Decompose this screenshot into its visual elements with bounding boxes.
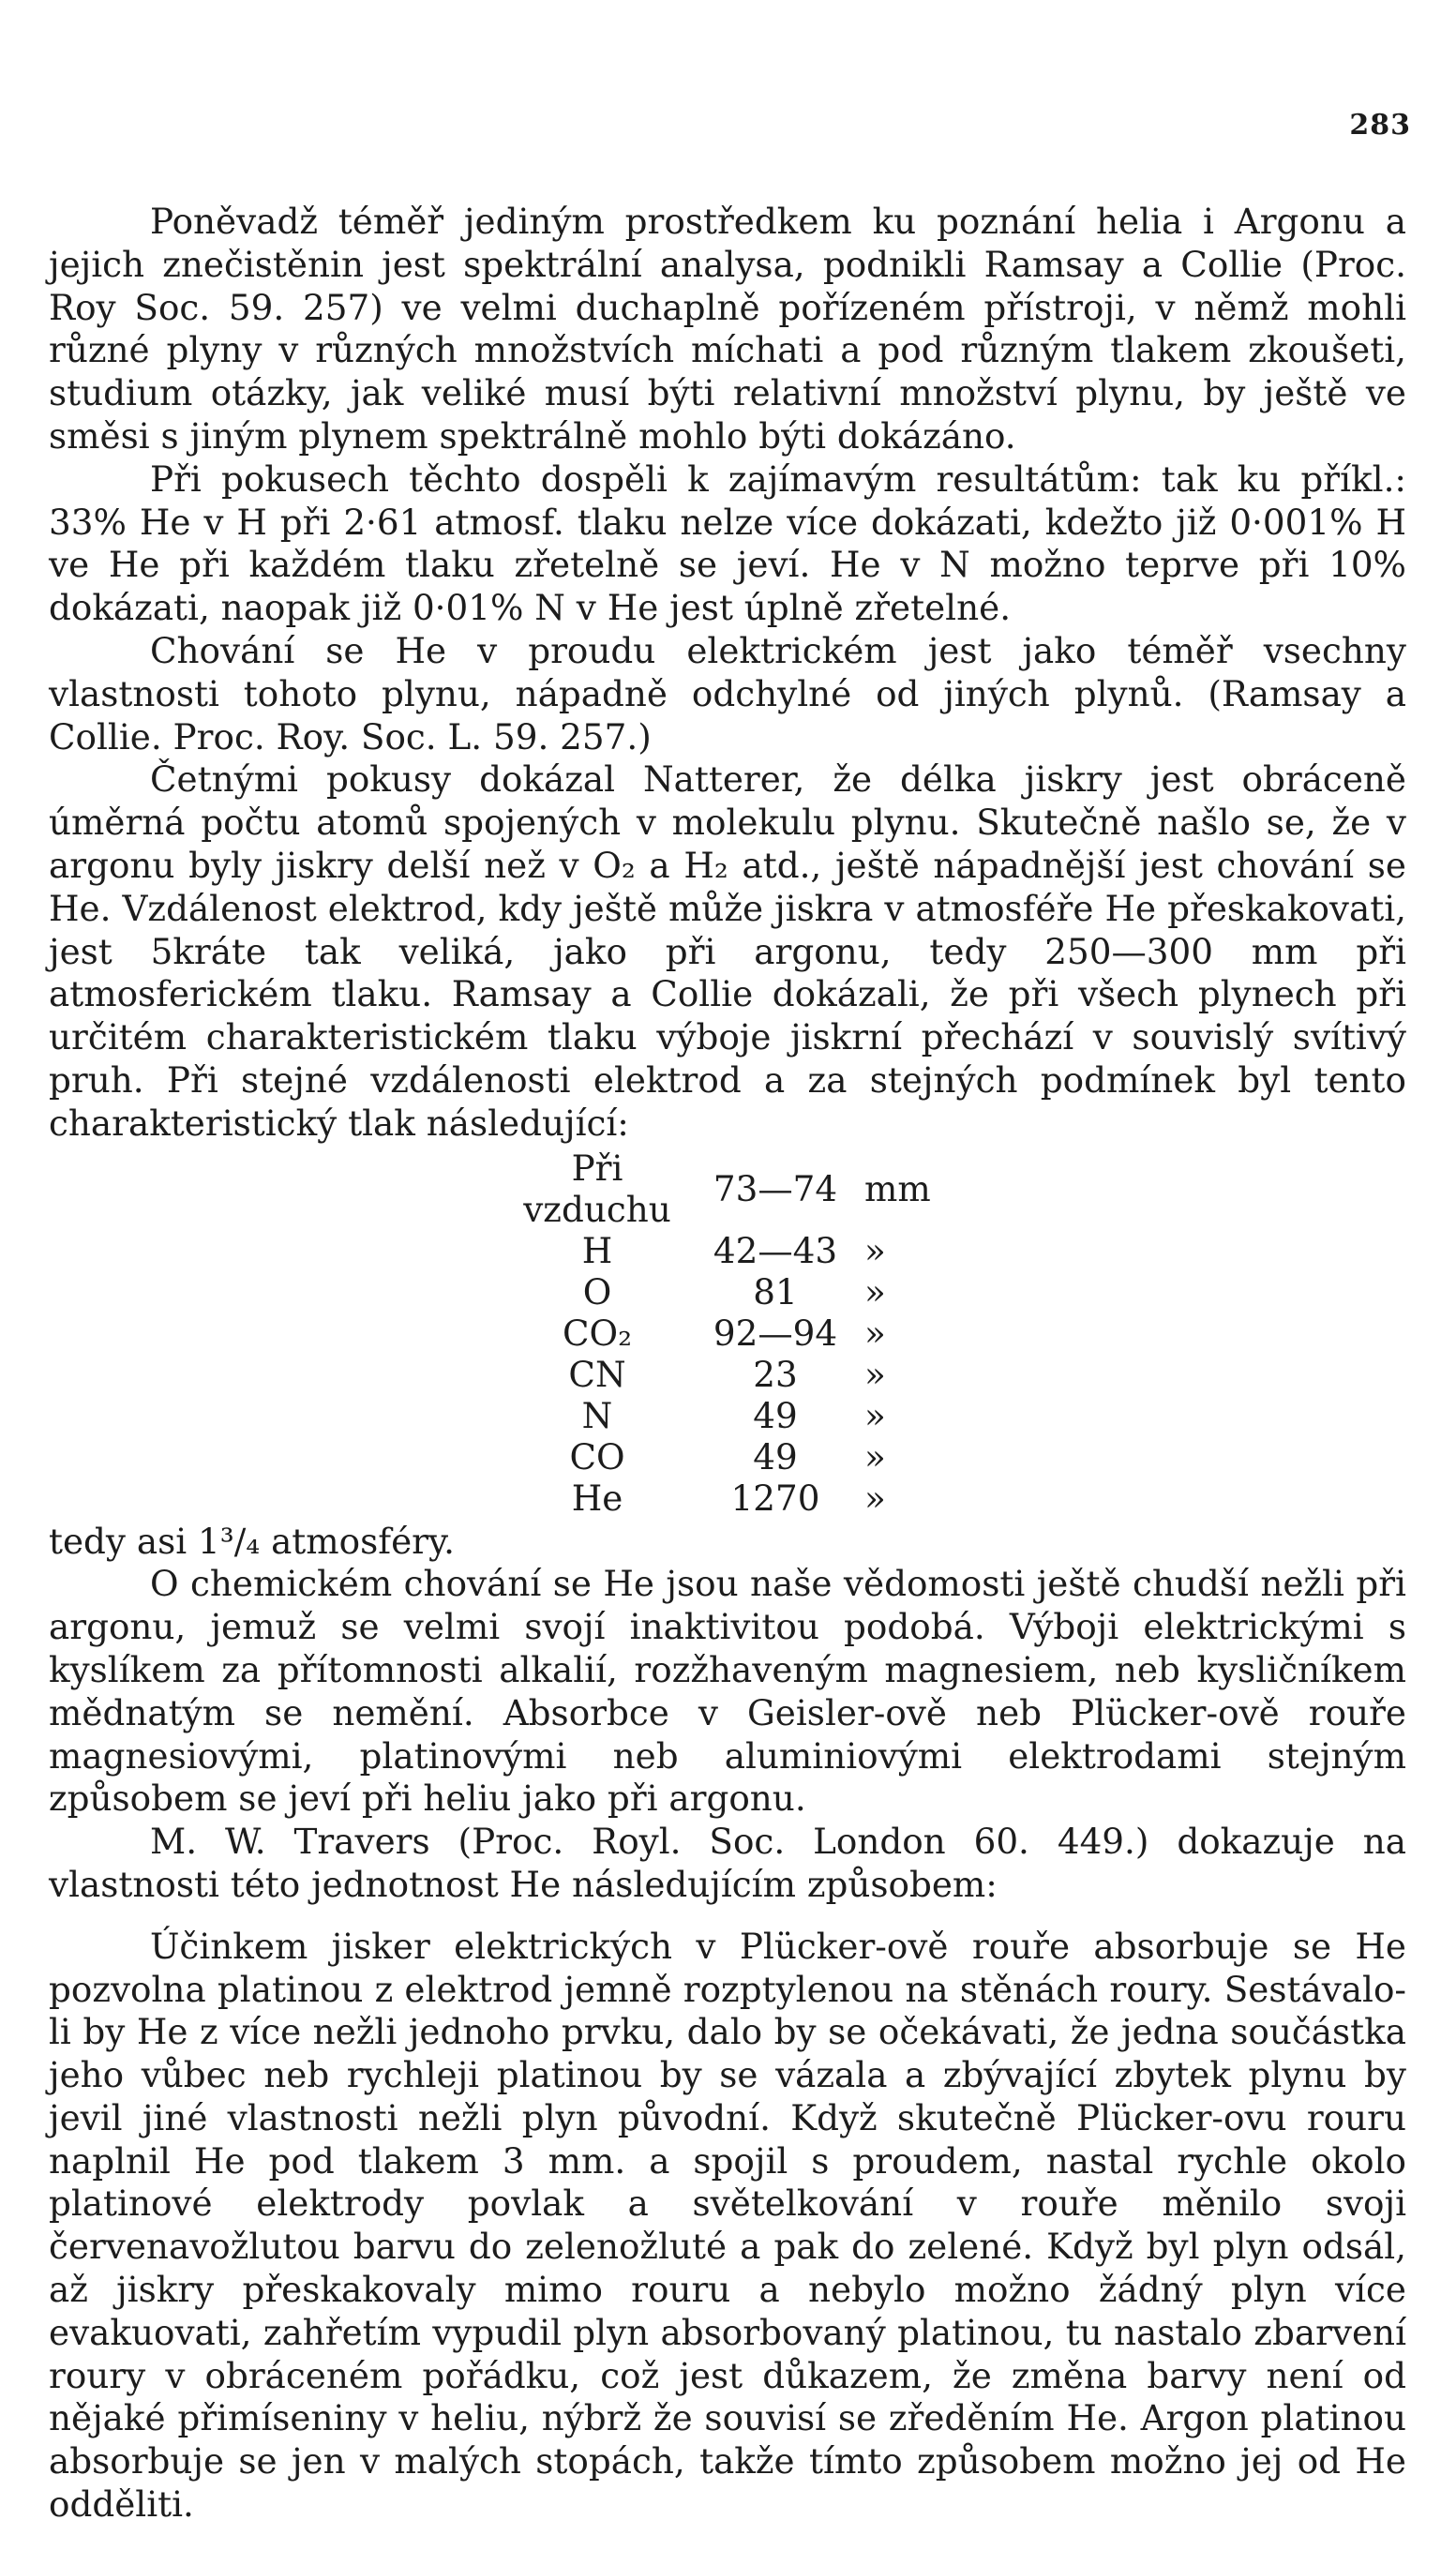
pressure-unit: mm [864,1167,931,1209]
pressure-table [508,1148,939,1519]
table-row [508,1271,939,1312]
pressure-value: 49 [753,1394,798,1436]
paragraph-spark-length: Četnými pokusy dokázal Natterer, že délka jiskry jest obráceně úměrná počtu atomů spojených v molekulu plynu. Skutečně našlo se, že v argonu byly jiskry delší než v O₂ a H₂ atd., ještě nápadnější jest chování se He. Vzdálenost elektrod, kdy ještě může jiskra v atmosféře He přeskakovati, jest 5kráte tak veliká, jako při argonu, tedy 250—300 mm při atmosferickém tlaku. Ramsay a Collie dokázali, že při všech plynech při určitém charakteristickém tlaku výboje jiskrní přechází v souvislý svítivý pruh. Při stejné vzdálenosti elektrod a za stejných podmínek byl tento charakteristický tlak následující: [49,758,1406,1144]
page-body [49,201,1406,2527]
table-row [508,1312,939,1354]
ditto-mark: » [864,1229,886,1271]
gas-name: O [582,1270,612,1312]
ditto-mark: » [864,1394,886,1436]
gas-name: CO₂ [562,1312,633,1354]
ditto-mark: » [864,1435,886,1478]
page-number: 283 [1349,109,1411,142]
paragraph-spectral-analysis: Poněvadž téměř jediným prostředkem ku poznání helia i Argonu a jejich znečistěnin jest spektrální analysa, podnikli Ramsay a Collie (Proc. Roy Soc. 59. 257) ve velmi duchaplně pořízeném přístroji, v němž mohli různé plyny v různých množstvích míchati a pod různým tlakem zkoušeti, studium otázky, jak veliké musí býti relativní množství plynu, by ještě ve směsi s jiným plynem spektrálně mohlo býti dokázáno. [49,201,1406,457]
gas-name: CO [569,1435,625,1478]
gas-name: Při vzduchu [523,1147,671,1230]
table-row [508,1395,939,1436]
pressure-value: 42—43 [713,1229,838,1271]
paragraph-gap [49,1907,1406,1926]
paragraph-plucker-tube: Účinkem jisker elektrických v Plücker-ově rouře absorbuje se He pozvolna platinou z elektrod jemně rozptylenou na stěnách roury. Sestávalo-li by He z více nežli jednoho prvku, dalo by se očekávati, že jedna součástka jeho vůbec neb rychleji platinou by se vázala a zbývající zbytek plynu by jevil jiné vlastnosti nežli plyn původní. Když skutečně Plücker-ovu rouru naplnil He pod tlakem 3 mm. a spojil s proudem, nastal rychle okolo platinové elektrody povlak a světelkování v rouře měnilo svoji červenavožlutou barvu do zelenožluté a pak do zelené. Když byl plyn odsál, až jiskry přeskakovaly mimo rouru a nebylo možno žádný plyn více evakuovati, zahřetím vypudil plyn absorbovaný platinou, tu nastalo zbarvení roury v obráceném pořádku, což jest důkazem, že změna barvy není od nějaké přimíseniny v heliu, nýbrž že souvisí se zředěním He. Argon platinou absorbuje se jen v malých stopách, takže tímto způsobem možno jej od He odděliti. [49,1925,1406,2526]
ditto-mark: » [864,1270,886,1312]
pressure-value: 92—94 [713,1312,838,1354]
gas-name: N [581,1394,613,1436]
pressure-value: 1270 [730,1477,820,1519]
pressure-value: 81 [753,1270,798,1312]
table-conclusion: tedy asi 1³/₄ atmosféry. [49,1520,455,1562]
ditto-mark: » [864,1312,886,1354]
paragraph-chemical-behavior: O chemickém chování se He jsou naše vědomosti ještě chudší nežli při argonu, jemuž se velmi svojí inaktivitou podobá. Výboji elektrickými s kyslíkem za přítomnosti alkalií, rozžhaveným magnesiem, neb kysličníkem mědnatým se nemění. Absorbce v Geisler-ově neb Plücker-ově rouře magnesiovými, platinovými neb aluminiovými elektrodami stejným způsobem se jeví při heliu jako při argonu. [49,1563,1406,1820]
gas-name: He [571,1477,623,1519]
table-row [508,1436,939,1478]
table-row [508,1148,939,1230]
gas-name: H [581,1229,613,1271]
gas-name: CN [568,1353,626,1395]
paragraph-travers: M. W. Travers (Proc. Royl. Soc. London 60. 449.) dokazuje na vlastnosti této jednotnost He následujícím způsobem: [49,1821,1406,1905]
ditto-mark: » [864,1353,886,1395]
paragraph-experiments: Při pokusech těchto dospěli k zajímavým resultátům: tak ku příkl.: 33% He v H při 2·61 atmosf. tlaku nelze více dokázati, kdežto již 0·001% H ve He při každém tlaku zřetelně se jeví. He v N možno teprve při 10% dokázati, naopak již 0·01% N v He jest úplně zřetelné. [49,458,1406,629]
table-row [508,1354,939,1395]
table-row [508,1230,939,1271]
pressure-value: 23 [753,1353,798,1395]
paragraph-electric-current: Chování se He v proudu elektrickém jest jako téměř vsechny vlastnosti tohoto plynu, nápadně odchylné od jiných plynů. (Ramsay a Collie. Proc. Roy. Soc. L. 59. 257.) [49,629,1406,758]
pressure-value: 73—74 [713,1167,838,1209]
table-row [508,1478,939,1519]
ditto-mark: » [864,1477,886,1519]
pressure-value: 49 [753,1435,798,1478]
